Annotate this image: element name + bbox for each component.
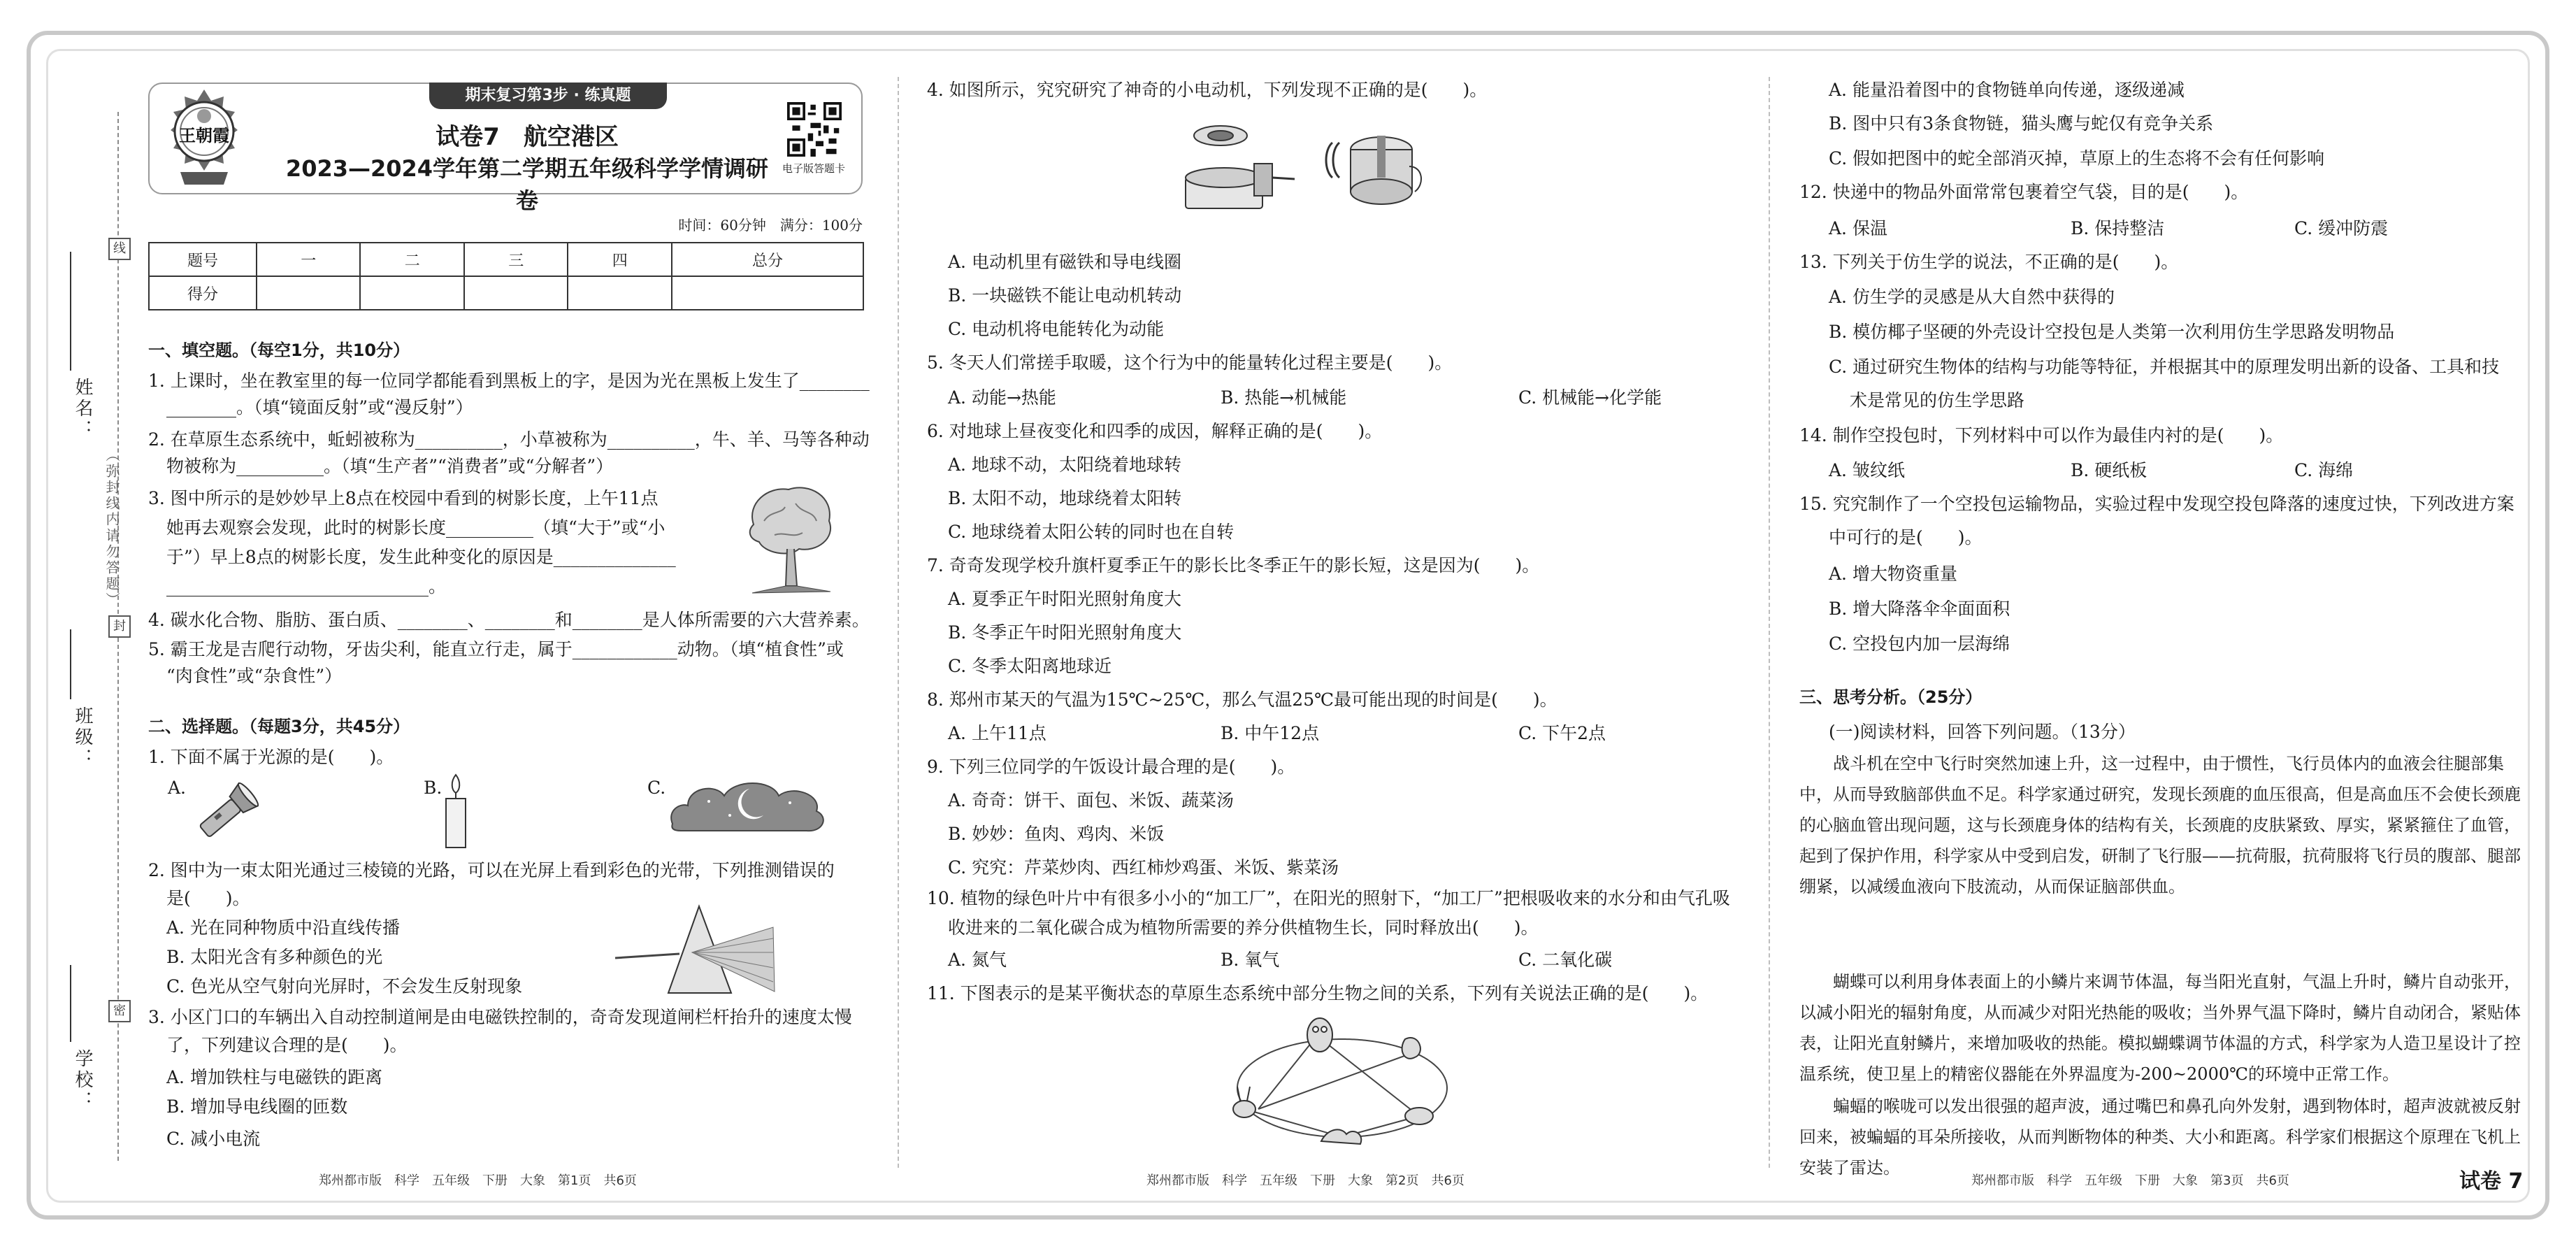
question-text: 了，下列建议合理的是( )。 bbox=[166, 1035, 408, 1055]
score-header-cell: 三 bbox=[464, 243, 568, 276]
exam-header bbox=[148, 83, 863, 214]
seal-char: 线 bbox=[108, 238, 131, 260]
question-text: 收进来的二氧化碳合成为植物所需要的养分供植物生长，同时释放出( )。 bbox=[948, 917, 1539, 938]
name-field[interactable] bbox=[70, 252, 71, 371]
option-text[interactable]: A. 光在同种物质中沿直线传播 bbox=[166, 917, 400, 938]
question-text: 3. 小区门口的车辆出入自动控制道闸是由电磁铁控制的，奇奇发现道闸栏杆抬升的速度太慢 bbox=[148, 1007, 852, 1027]
question-text: ________。（填“镜面反射”或“漫反射”） bbox=[166, 397, 473, 417]
prism-figure bbox=[615, 903, 776, 1001]
option-text[interactable]: C. 二氧化碳 bbox=[1518, 950, 1613, 970]
option-label[interactable]: A. bbox=[168, 778, 187, 798]
option-text[interactable]: B. 中午12点 bbox=[1221, 723, 1320, 743]
page-footer: 郑州都市版 科学 五年级 下册 大象 第1页 共6页 bbox=[319, 1173, 637, 1188]
score-input-cell[interactable] bbox=[672, 276, 863, 310]
option-text[interactable]: B. 冬季正午时阳光照射角度大 bbox=[948, 622, 1182, 643]
section-title-analysis: 三、思考分析。（25分） bbox=[1799, 687, 1983, 707]
option-text[interactable]: C. 缓冲防震 bbox=[2294, 218, 2389, 238]
class-field[interactable] bbox=[70, 629, 71, 699]
option-text[interactable]: B. 增加导电线圈的匝数 bbox=[166, 1096, 348, 1117]
option-text[interactable]: B. 太阳不动，地球绕着太阳转 bbox=[948, 488, 1182, 508]
question-text: 3. 图中所示的是妙妙早上8点在校园中看到的树影长度，上午11点 bbox=[148, 488, 659, 508]
option-text[interactable]: C. 究究：芹菜炒肉、西红柿炒鸡蛋、米饭、紫菜汤 bbox=[948, 857, 1339, 878]
question-text: 她再去观察会发现，此时的树影长度__________（填“大于”或“小 bbox=[166, 517, 665, 538]
option-text[interactable]: A. 增加铁柱与电磁铁的距离 bbox=[166, 1067, 382, 1087]
question-text: 12. 快递中的物品外面常常包裹着空气袋，目的是( )。 bbox=[1799, 182, 2249, 202]
question-text: 10. 植物的绿色叶片中有很多小小的“加工厂”，在阳光的照射下，“加工厂”把根吸收来的水分和由气孔吸 bbox=[927, 888, 1730, 908]
option-label[interactable]: B. bbox=[424, 778, 442, 798]
school-label: 学校： bbox=[72, 1049, 93, 1112]
option-text[interactable]: B. 热能→机械能 bbox=[1221, 387, 1347, 408]
question-text: 6. 对地球上昼夜变化和四季的成因，解释正确的是( )。 bbox=[927, 421, 1383, 441]
flashlight-figure bbox=[187, 778, 264, 848]
section-title-fill-blank: 一、填空题。（每空1分，共10分） bbox=[148, 341, 410, 360]
moon-cloud-figure bbox=[667, 775, 829, 834]
question-text: 物被称为__________。（填“生产者”“消费者”或“分解者”） bbox=[166, 456, 614, 476]
seal-char: 封 bbox=[108, 615, 131, 638]
option-text[interactable]: B. 太阳光含有多种颜色的光 bbox=[166, 947, 383, 967]
food-web-figure bbox=[1216, 1011, 1468, 1151]
question-text: 15. 究究制作了一个空投包运输物品，实验过程中发现空投包降落的速度过快，下列改进方案 bbox=[1799, 494, 2514, 514]
option-text[interactable]: A. 夏季正午时阳光照射角度大 bbox=[948, 589, 1181, 609]
option-text[interactable]: C. 电动机将电能转化为动能 bbox=[948, 319, 1165, 339]
option-text[interactable]: A. 电动机里有磁铁和导电线圈 bbox=[948, 252, 1181, 272]
exam-subtitle: 2023—2024学年第二学期五年级科学学情调研卷 bbox=[285, 155, 769, 214]
question-text: 14. 制作空投包时，下列材料中可以作为最佳内衬的是( )。 bbox=[1799, 425, 2284, 445]
option-text[interactable]: A. 上午11点 bbox=[948, 723, 1046, 743]
option-text[interactable]: B. 图中只有3条食物链，猫头鹰与蛇仅有竞争关系 bbox=[1829, 113, 2214, 134]
score-input-cell[interactable] bbox=[257, 276, 360, 310]
question-text: 1. 上课时，坐在教室里的每一位同学都能看到黑板上的字，是因为光在黑板上发生了________ bbox=[148, 371, 870, 391]
option-text[interactable]: C. 地球绕着太阳公转的同时也在自转 bbox=[948, 522, 1235, 542]
class-label: 班级： bbox=[72, 706, 93, 769]
page-footer: 郑州都市版 科学 五年级 下册 大象 第2页 共6页 bbox=[1146, 1173, 1465, 1188]
qr-code-icon[interactable] bbox=[787, 102, 842, 157]
score-header-cell: 题号 bbox=[149, 243, 257, 276]
school-field[interactable] bbox=[70, 965, 71, 1042]
option-text[interactable]: B. 增大降落伞伞面面积 bbox=[1829, 599, 2010, 619]
section-title-choice: 二、选择题。（每题3分，共45分） bbox=[148, 717, 410, 736]
option-text[interactable]: C. 通过研究生物体的结构与功能等特征，并根据其中的原理发明出新的设备、工具和技 bbox=[1829, 357, 2500, 377]
option-text[interactable]: C. 海绵 bbox=[2294, 460, 2354, 480]
score-table bbox=[148, 242, 864, 310]
option-text[interactable]: A. 增大物资重量 bbox=[1829, 564, 1957, 584]
option-text[interactable]: A. 氮气 bbox=[948, 950, 1007, 970]
option-text[interactable]: B. 模仿椰子坚硬的外壳设计空投包是人类第一次利用仿生学思路发明物品 bbox=[1829, 322, 2395, 342]
option-text[interactable]: B. 氧气 bbox=[1221, 950, 1280, 970]
column-divider bbox=[898, 77, 899, 1168]
score-header-cell: 四 bbox=[568, 243, 671, 276]
page-footer: 郑州都市版 科学 五年级 下册 大象 第3页 共6页 bbox=[1971, 1173, 2289, 1188]
option-text[interactable]: B. 一块磁铁不能让电动机转动 bbox=[948, 285, 1182, 306]
question-text: 1. 下面不属于光源的是( )。 bbox=[148, 747, 394, 767]
candle-figure bbox=[440, 772, 471, 850]
option-text[interactable]: B. 硬纸板 bbox=[2071, 460, 2147, 480]
option-text: 术是常见的仿生学思路 bbox=[1850, 390, 2025, 410]
score-table-header-row bbox=[149, 243, 863, 276]
question-text: 9. 下列三位同学的午饭设计最合理的是( )。 bbox=[927, 757, 1295, 777]
score-header-cell: 一 bbox=[257, 243, 360, 276]
question-text: 中可行的是( )。 bbox=[1829, 527, 1983, 548]
question-text: 2. 在草原生态系统中，蚯蚓被称为__________，小草被称为__________，牛、羊、马等各种动 bbox=[148, 429, 870, 450]
question-text: 5. 冬天人们常搓手取暖，这个行为中的能量转化过程主要是( )。 bbox=[927, 352, 1453, 373]
reading-paragraph: 蝴蝶可以利用身体表面上的小鳞片来调节体温，每当阳光直射，气温上升时，鳞片自动张开，以减小阳光的辐射角度，从而减少对阳光热能的吸收；当外界气温下降时，鳞片自动闭合，紧贴体表，让阳光直射鳞片，来增加吸收的热能。模拟蝴蝶调节体温的方式，科学家为人造卫星设计了控温系统，使卫星上的精密仪器能在外界温度为-200~2000℃的环境中正常工作。 bbox=[1799, 972, 2521, 1084]
question-text: 13. 下列关于仿生学的说法，不正确的是( )。 bbox=[1799, 252, 2179, 272]
question-text: 4. 碳水化合物、脂肪、蛋白质、________、________和________是人体所需要的六大营养素。 bbox=[148, 610, 870, 630]
paper-number-tag: 试卷 7 bbox=[2459, 1169, 2524, 1194]
question-text: ______________________________。 bbox=[166, 576, 447, 596]
question-text: 是( )。 bbox=[166, 888, 250, 908]
option-text[interactable]: C. 色光从空气射向光屏时，不会发生反射现象 bbox=[166, 976, 523, 996]
question-text: 11. 下图表示的是某平衡状态的草原生态系统中部分生物之间的关系，下列有关说法正确的是( )。 bbox=[927, 983, 1708, 1003]
option-text[interactable]: A. 能量沿着图中的食物链单向传递，逐级递减 bbox=[1829, 80, 2185, 100]
score-header-cell: 总分 bbox=[672, 243, 863, 276]
review-step-tag: 期末复习第3步 · 练真题 bbox=[429, 83, 667, 109]
option-text[interactable]: C. 下午2点 bbox=[1518, 723, 1606, 743]
reading-paragraph: 战斗机在空中飞行时突然加速上升，这一过程中，由于惯性，飞行员体内的血液会往腿部集中，从而导致脑部供血不足。科学家通过研究，发现长颈鹿的血压很高，但是高血压不会使长颈鹿的心脑血管出现问题，这与长颈鹿身体的结构有关，长颈鹿的皮肤紧致、厚实，紧紧箍住了血管，起到了保护作用，科学家从中受到启发，研制了飞行服——抗荷服，抗荷服将飞行员的腹部、腿部绷紧，以减缓血液向下肢流动，从而保证脑部供血。 bbox=[1799, 754, 2521, 896]
question-text: 8. 郑州市某天的气温为15℃~25℃，那么气温25℃最可能出现的时间是( )。 bbox=[927, 689, 1557, 710]
option-text[interactable]: C. 机械能→化学能 bbox=[1518, 387, 1662, 408]
question-text: 于”）早上8点的树影长度，发生此种变化的原因是______________ bbox=[166, 547, 676, 567]
option-label[interactable]: C. bbox=[647, 778, 666, 798]
column-divider bbox=[1769, 77, 1770, 1168]
publisher-logo bbox=[159, 87, 249, 192]
tree-shadow-figure bbox=[747, 482, 837, 594]
subsection-title: (一)阅读材料，回答下列问题。（13分） bbox=[1829, 722, 2136, 742]
option-text[interactable]: B. 妙妙：鱼肉、鸡肉、米饭 bbox=[948, 824, 1165, 844]
score-input-cell[interactable] bbox=[568, 276, 671, 310]
name-label: 姓名： bbox=[72, 378, 93, 441]
qr-caption: 电子版答题卡 bbox=[782, 162, 845, 175]
exam-title: 试卷7 航空港区 bbox=[436, 123, 619, 151]
option-text[interactable]: A. 奇奇：饼干、面包、米饭、蔬菜汤 bbox=[948, 790, 1234, 810]
motor-figure bbox=[1172, 115, 1437, 227]
option-text[interactable]: C. 减小电流 bbox=[166, 1129, 261, 1149]
reading-paragraph: 蝙蝠的喉咙可以发出很强的超声波，通过嘴巴和鼻孔向外发射，遇到物体时，超声波就被反射回来，被蝙蝠的耳朵所接收，从而判断物体的种类、大小和距离。科学家们根据这个原理在飞机上安装了雷达。 bbox=[1799, 1096, 2521, 1178]
option-text[interactable]: A. 地球不动，太阳绕着地球转 bbox=[948, 455, 1181, 475]
option-text[interactable]: A. 仿生学的灵感是从大自然中获得的 bbox=[1829, 287, 2115, 307]
score-table-row bbox=[149, 276, 863, 310]
score-input-cell[interactable] bbox=[360, 276, 463, 310]
question-text: 2. 图中为一束太阳光通过三棱镜的光路，可以在光屏上看到彩色的光带，下列推测错误的 bbox=[148, 860, 835, 880]
score-input-cell[interactable] bbox=[464, 276, 568, 310]
question-text: “肉食性”或“杂食性”） bbox=[166, 666, 343, 686]
option-text[interactable]: A. 皱纹纸 bbox=[1829, 460, 1905, 480]
option-text[interactable]: A. 保温 bbox=[1829, 218, 1887, 238]
score-row-label: 得分 bbox=[149, 276, 257, 310]
logo-text: 王朝霞 bbox=[179, 126, 229, 145]
time-score-info: 时间：60分钟 满分：100分 bbox=[678, 217, 863, 234]
option-text[interactable]: C. 假如把图中的蛇全部消灭掉，草原上的生态将不会有任何影响 bbox=[1829, 148, 2325, 169]
option-text[interactable]: C. 冬季太阳离地球近 bbox=[948, 656, 1112, 676]
seal-note: （弥封线内请勿答题） bbox=[103, 448, 120, 608]
option-text[interactable]: B. 保持整洁 bbox=[2071, 218, 2165, 238]
question-text: 5. 霸王龙是吉爬行动物，牙齿尖利，能直立行走，属于____________动物。（填“植食性”或 bbox=[148, 639, 844, 659]
option-text[interactable]: C. 空投包内加一层海绵 bbox=[1829, 634, 2010, 654]
seal-char: 密 bbox=[108, 1000, 131, 1022]
question-text: 7. 奇奇发现学校升旗杆夏季正午的影长比冬季正午的影长短，这是因为( )。 bbox=[927, 555, 1540, 576]
question-text: 4. 如图所示，究究研究了神奇的小电动机，下列发现不正确的是( )。 bbox=[927, 80, 1488, 100]
score-header-cell: 二 bbox=[360, 243, 463, 276]
option-text[interactable]: A. 动能→热能 bbox=[948, 387, 1056, 408]
